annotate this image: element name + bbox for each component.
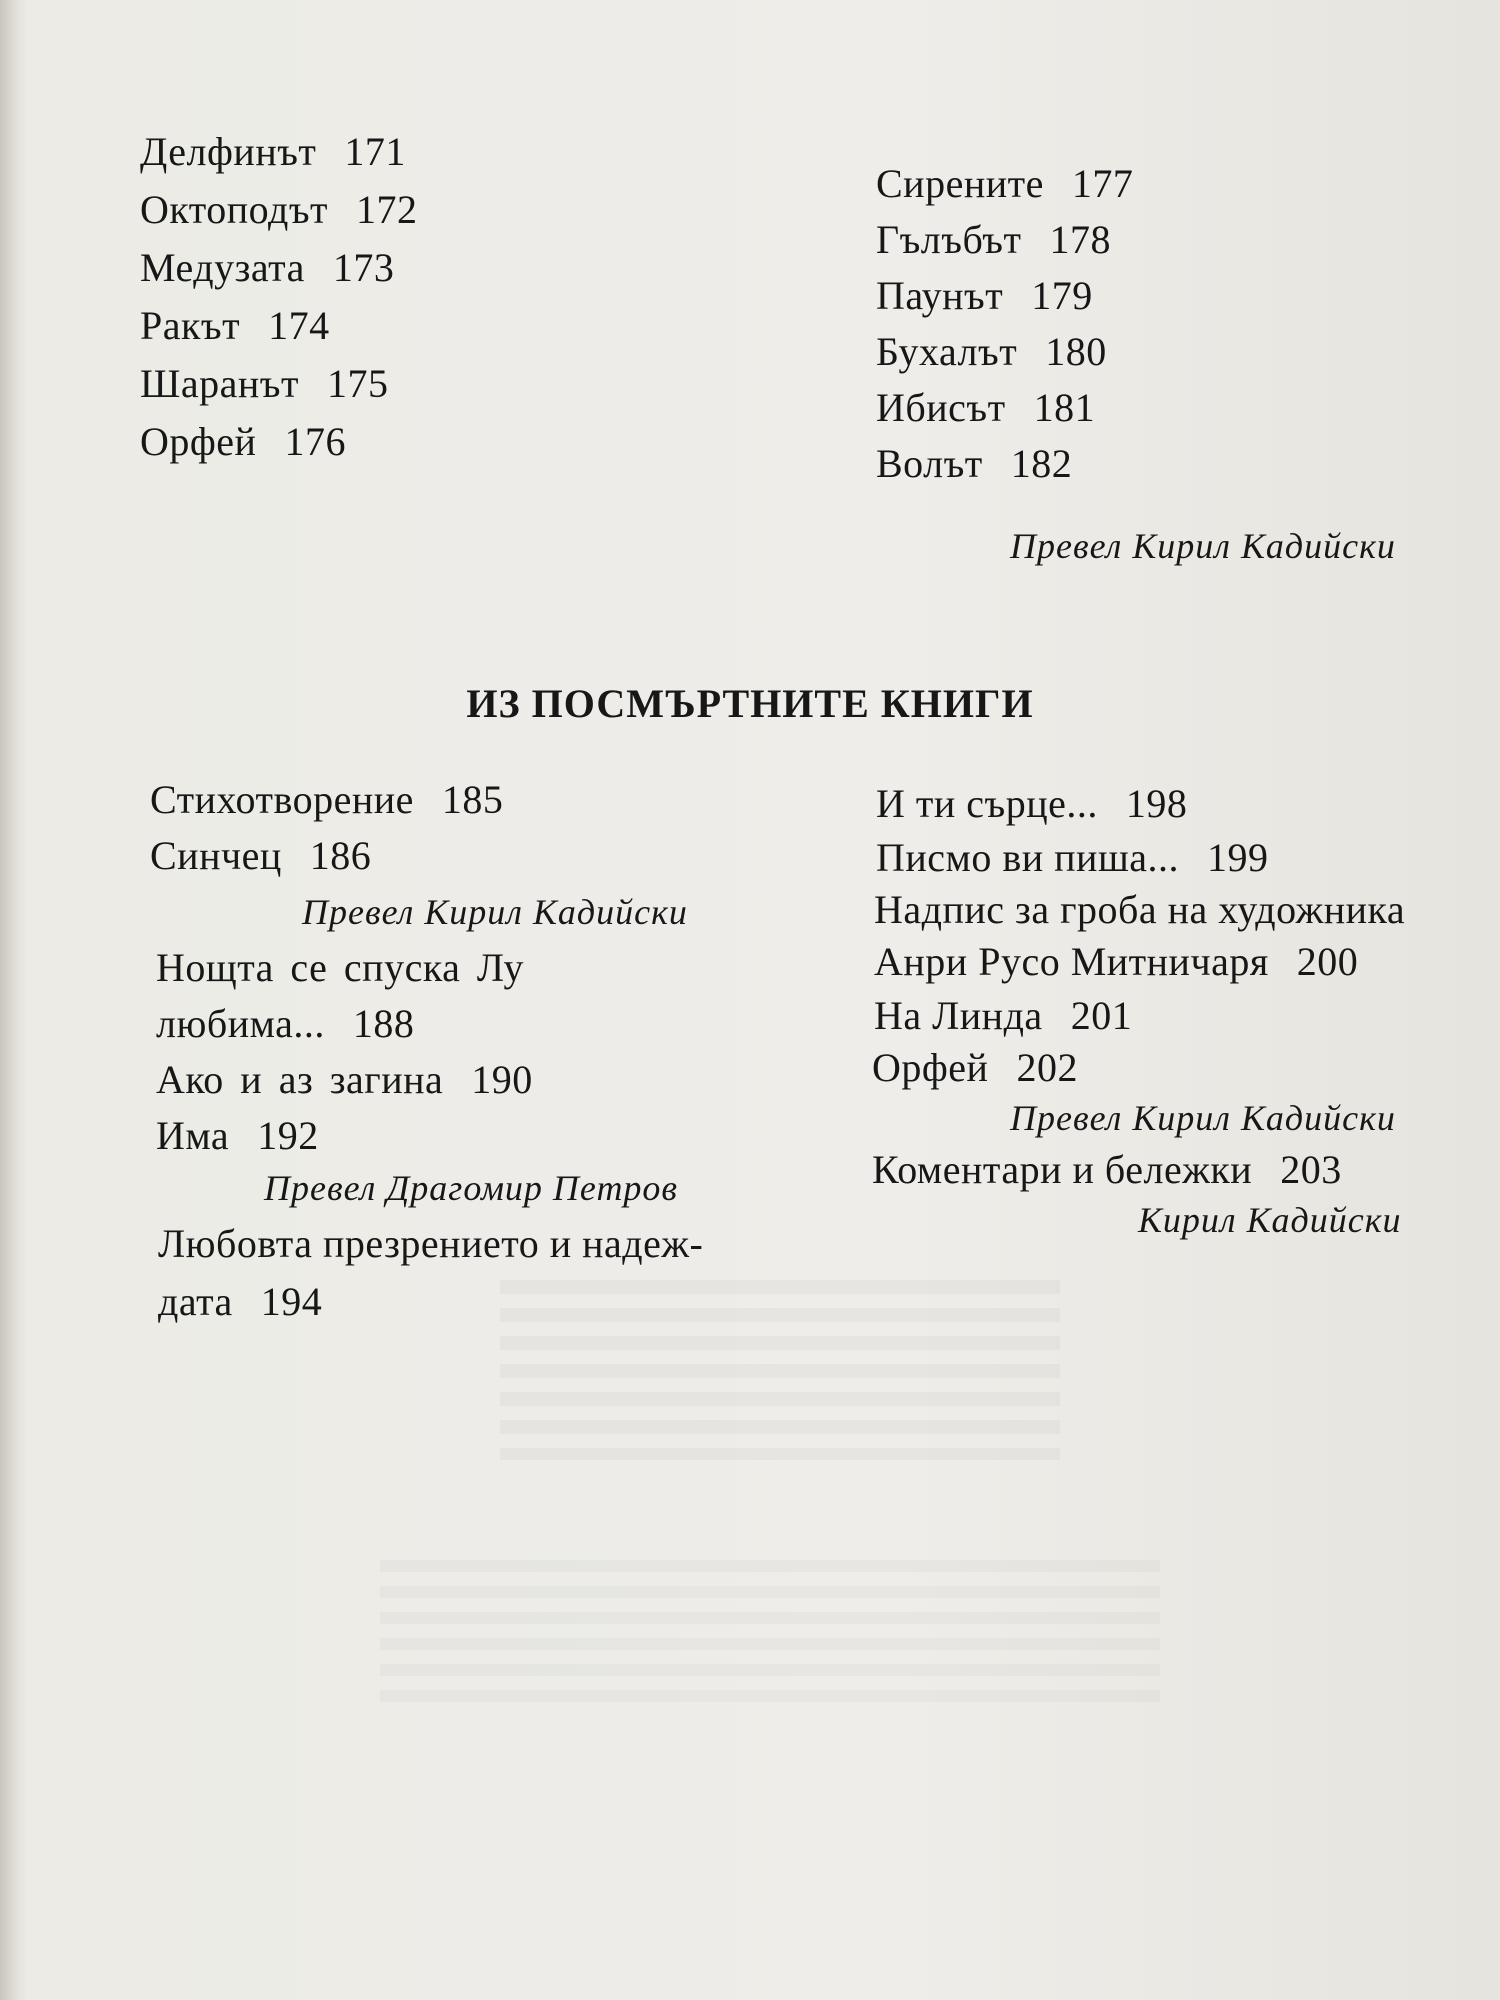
toc-entry	[140, 130, 406, 174]
toc-page: 200	[1296, 939, 1359, 984]
toc-page: 174	[268, 303, 330, 348]
toc-entry	[876, 836, 1269, 880]
toc-page: 172	[356, 187, 418, 232]
toc-title: Гълъбът	[876, 217, 1022, 262]
toc-page: 179	[1031, 273, 1093, 318]
toc-entry	[876, 274, 1093, 318]
toc-title: Ракът	[140, 303, 241, 348]
translator-credit: Превел Драгомир Петров	[264, 1168, 679, 1208]
toc-entry-continued	[874, 940, 1358, 984]
show-through-text	[500, 1280, 1060, 1460]
toc-title: Любовта презрението и надеж-	[158, 1221, 704, 1266]
toc-page: 173	[332, 245, 395, 290]
toc-entry	[872, 1046, 1078, 1090]
toc-page: 198	[1125, 781, 1188, 826]
toc-entry	[156, 1058, 533, 1102]
toc-entry	[150, 778, 503, 822]
toc-entry	[158, 1222, 703, 1266]
toc-entry	[872, 1148, 1342, 1192]
toc-entry	[876, 386, 1095, 430]
translator-credit: Превел Кирил Кадийски	[302, 892, 688, 932]
toc-title: Стихотворение	[150, 777, 414, 822]
toc-entry	[140, 304, 330, 348]
toc-page: 175	[326, 361, 389, 406]
toc-page: 185	[441, 777, 504, 822]
toc-page: 171	[344, 129, 406, 174]
toc-title: Нощта се спуска Лу	[156, 945, 525, 990]
toc-page: 178	[1049, 217, 1111, 262]
translator-credit: Превел Кирил Кадийски	[1010, 526, 1396, 566]
author-credit: Кирил Кадийски	[1138, 1200, 1402, 1240]
toc-page: 190	[471, 1057, 533, 1102]
toc-title: Писмо ви пиша...	[876, 835, 1180, 880]
toc-title: Ибисът	[876, 385, 1006, 430]
toc-title: Ако и аз загина	[156, 1057, 444, 1102]
toc-entry-continued	[156, 1002, 414, 1046]
toc-entry	[140, 362, 388, 406]
toc-title: Орфей	[140, 419, 257, 464]
toc-page: 203	[1280, 1147, 1342, 1192]
toc-entry	[150, 834, 371, 878]
toc-entry-continued	[158, 1280, 322, 1324]
toc-entry	[156, 1114, 319, 1158]
toc-page: 201	[1070, 993, 1133, 1038]
toc-title: Делфинът	[140, 129, 317, 174]
toc-title: Коментари и бележки	[872, 1147, 1253, 1192]
section-heading: ИЗ ПОСМЪРТНИТЕ КНИГИ	[466, 681, 1034, 726]
toc-entry	[876, 218, 1111, 262]
toc-entry	[874, 888, 1405, 932]
toc-page: 194	[260, 1279, 323, 1324]
toc-page: 188	[352, 1001, 415, 1046]
toc-page: 176	[284, 419, 346, 464]
toc-title: Синчец	[150, 833, 282, 878]
toc-title: Има	[156, 1113, 230, 1158]
toc-entry	[156, 946, 524, 990]
toc-title: И ти сърце...	[876, 781, 1098, 826]
page-edge	[0, 0, 18, 2000]
toc-entry	[874, 994, 1132, 1038]
toc-entry	[876, 782, 1187, 826]
toc-title: Надпис за гроба на художника	[874, 887, 1406, 932]
toc-title: Бухалът	[876, 329, 1018, 374]
toc-title: Анри Русо Митничаря	[874, 939, 1269, 984]
toc-entry	[140, 188, 418, 232]
toc-title: Шаранът	[140, 361, 299, 406]
toc-page: 177	[1071, 161, 1134, 206]
toc-page: 199	[1207, 835, 1269, 880]
toc-page: 202	[1016, 1045, 1078, 1090]
toc-entry	[876, 442, 1072, 486]
toc-title: Сирените	[876, 161, 1044, 206]
toc-entry	[876, 330, 1107, 374]
toc-title: На Линда	[874, 993, 1043, 1038]
toc-page: 182	[1010, 441, 1073, 486]
toc-title: Волът	[876, 441, 983, 486]
toc-page: 181	[1033, 385, 1096, 430]
toc-title: любима...	[156, 1001, 325, 1046]
toc-title: дата	[158, 1279, 233, 1324]
toc-entry	[140, 246, 394, 290]
show-through-text	[380, 1560, 1160, 1710]
toc-page: 180	[1045, 329, 1107, 374]
toc-page: 192	[257, 1113, 319, 1158]
toc-title: Паунът	[876, 273, 1004, 318]
translator-credit: Превел Кирил Кадийски	[1010, 1098, 1396, 1138]
toc-page: 186	[309, 833, 372, 878]
toc-entry	[140, 420, 346, 464]
toc-title: Медузата	[140, 245, 305, 290]
toc-title: Октоподът	[140, 187, 329, 232]
toc-entry	[876, 162, 1133, 206]
toc-title: Орфей	[872, 1045, 989, 1090]
